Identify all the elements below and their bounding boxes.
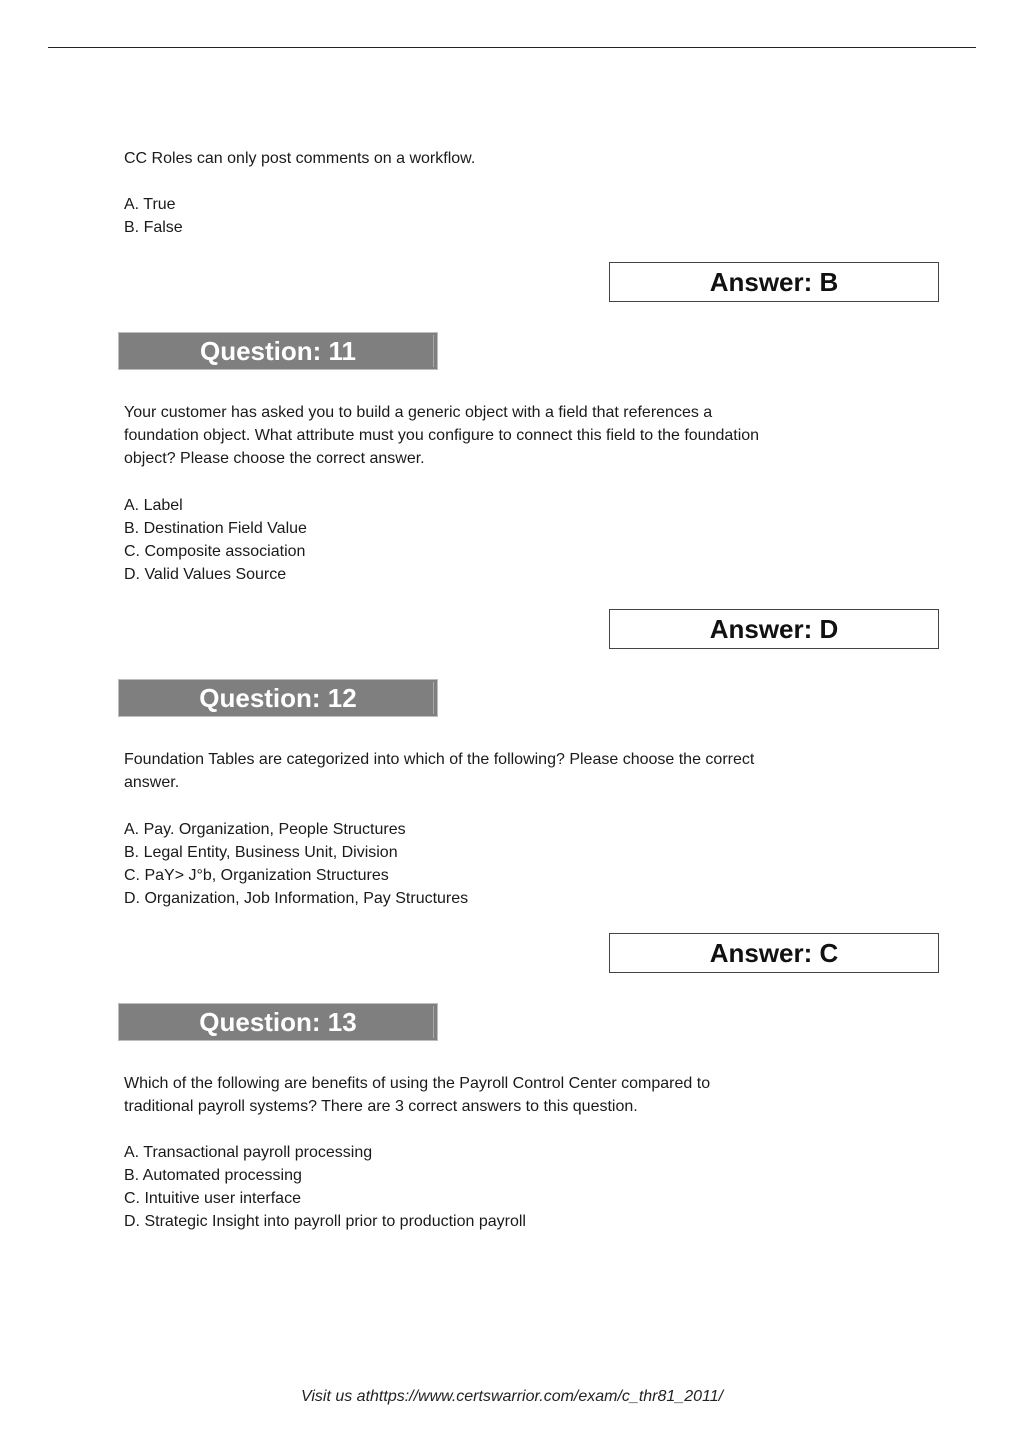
option-c: C. Composite association — [124, 543, 306, 560]
option-a: A. Transactional payroll processing — [124, 1144, 373, 1161]
option-c: C. PaY> J°b, Organization Structures — [124, 867, 389, 884]
question-text-line: Foundation Tables are categorized into which of the following? Please choose the correct — [124, 751, 755, 768]
answer-box-12: Answer: C — [609, 933, 939, 973]
question-10-options — [124, 193, 864, 239]
question-text-line: CC Roles can only post comments on a workflow. — [124, 150, 476, 167]
option-b: B. Destination Field Value — [124, 520, 307, 537]
option-b: B. False — [124, 219, 183, 236]
header-rule — [48, 47, 976, 48]
footer-link[interactable]: Visit us athttps://www.certswarrior.com/exam/c_thr81_2011/ — [300, 1388, 724, 1405]
question-13-options — [124, 1141, 864, 1233]
question-text-line: object? Please choose the correct answer. — [124, 450, 425, 467]
question-text-line: foundation object. What attribute must you configure to connect this field to the foundation — [124, 427, 760, 444]
question-text-line: Your customer has asked you to build a generic object with a field that references a — [124, 404, 713, 421]
option-d: D. Organization, Job Information, Pay Structures — [124, 890, 469, 907]
answer-box-11: Answer: D — [609, 609, 939, 649]
option-b: B. Legal Entity, Business Unit, Division — [124, 844, 398, 861]
question-11-banner: Question: 11 — [118, 332, 438, 370]
question-12-banner: Question: 12 — [118, 679, 438, 717]
option-d: D. Strategic Insight into payroll prior to production payroll — [124, 1213, 526, 1230]
question-10-text — [124, 147, 864, 170]
question-11-text — [124, 401, 864, 470]
question-text-line: traditional payroll systems? There are 3 correct answers to this question. — [124, 1098, 638, 1115]
question-11-options — [124, 494, 864, 586]
question-13-text — [124, 1072, 864, 1118]
question-12-options — [124, 818, 864, 910]
question-text-line: answer. — [124, 774, 180, 791]
option-a: A. Pay. Organization, People Structures — [124, 821, 406, 838]
question-12-text — [124, 748, 864, 794]
question-text-line: Which of the following are benefits of using the Payroll Control Center compared to — [124, 1075, 711, 1092]
answer-box-10: Answer: B — [609, 262, 939, 302]
option-a: A. Label — [124, 497, 183, 514]
option-a: A. True — [124, 196, 176, 213]
option-b: B. Automated processing — [124, 1167, 302, 1184]
option-c: C. Intuitive user interface — [124, 1190, 301, 1207]
option-d: D. Valid Values Source — [124, 566, 287, 583]
question-13-banner: Question: 13 — [118, 1003, 438, 1041]
